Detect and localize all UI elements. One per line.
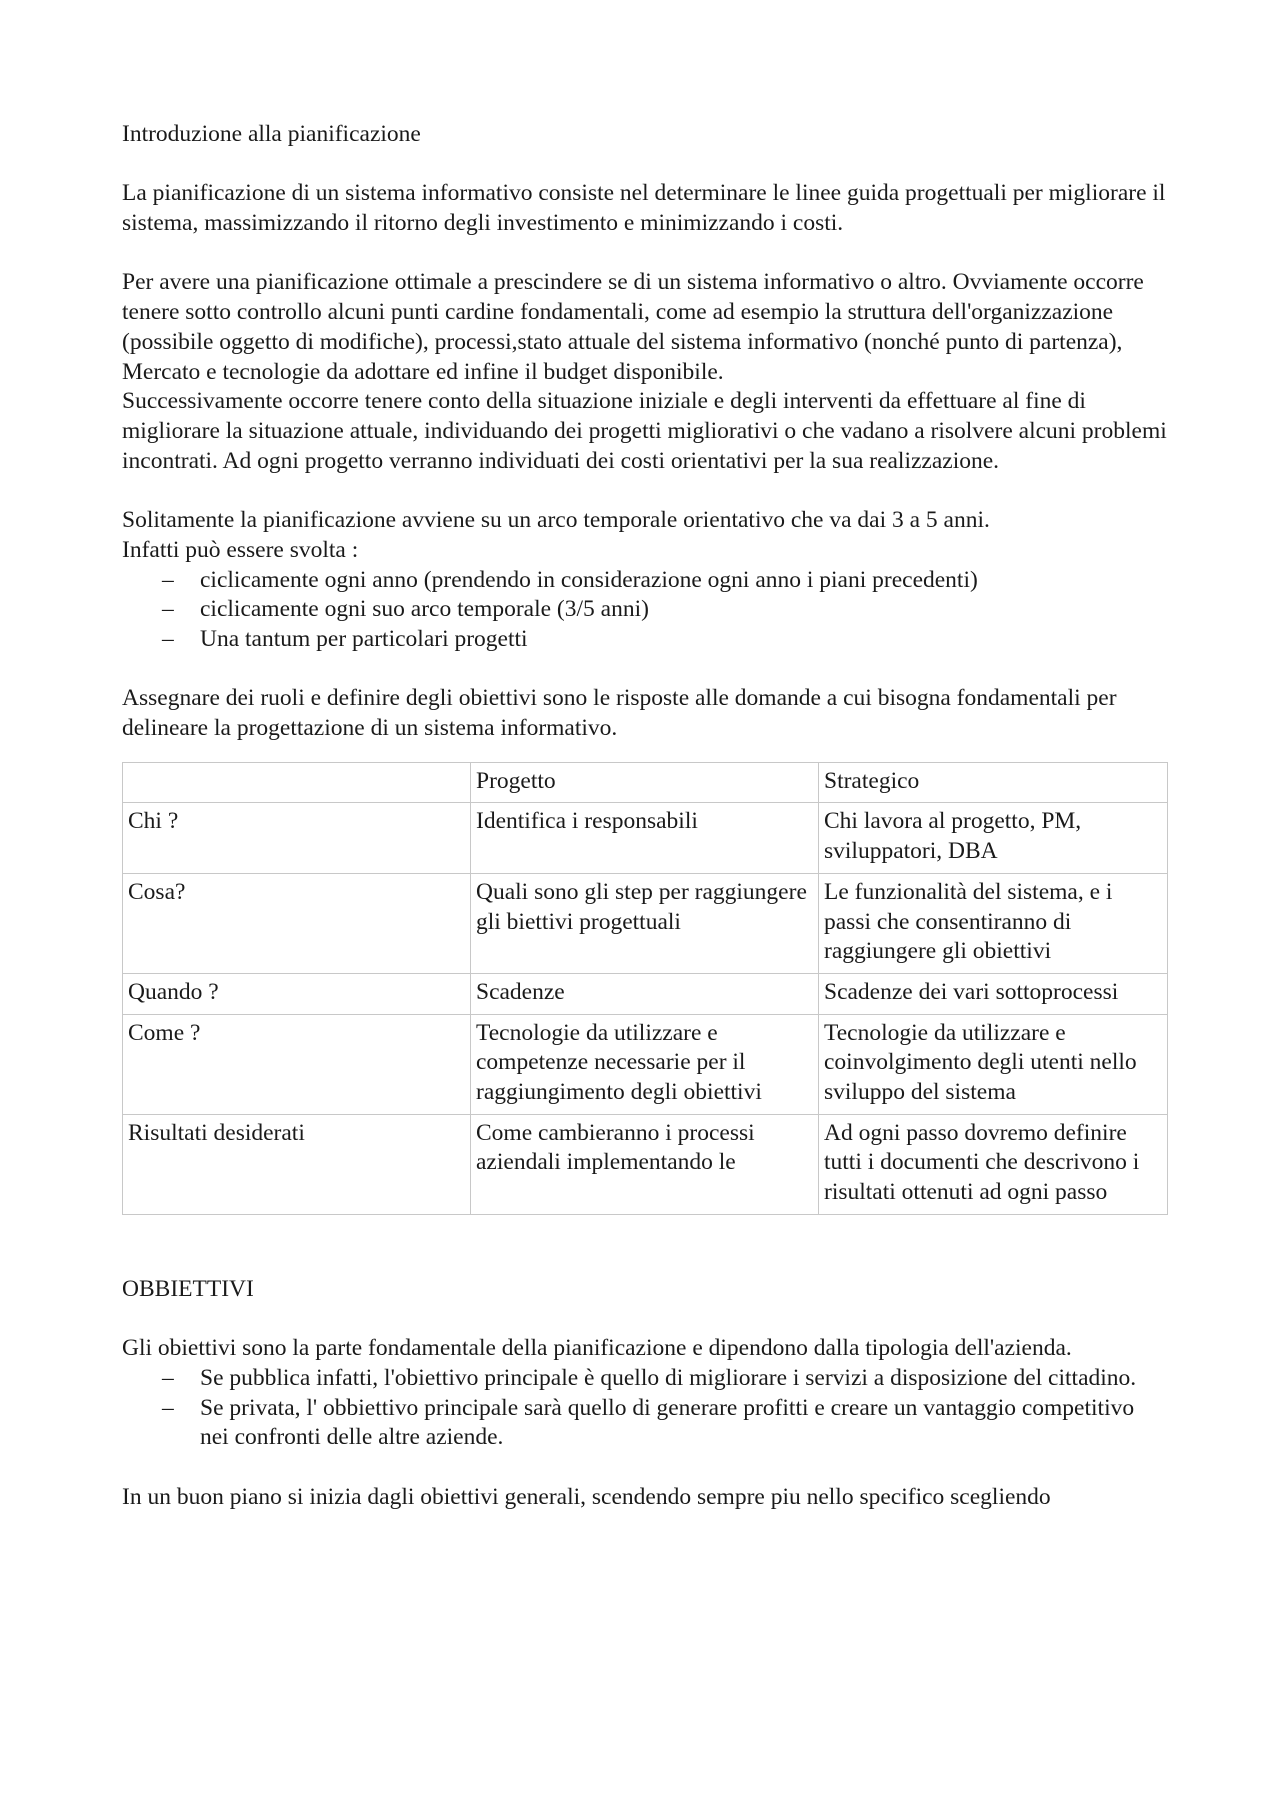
table-cell: Scadenze dei vari sottoprocessi	[819, 973, 1168, 1014]
document-page	[122, 120, 1167, 1512]
paragraph-arco-temporale: Solitamente la pianificazione avviene su un arco temporale orientativo che va dai 3 a 5 anni.	[122, 507, 990, 534]
paragraph-buon-piano: In un buon piano si inizia dagli obiettivi generali, scendendo sempre piu nello specifico scegliendo	[122, 1483, 1051, 1510]
list-item: – ciclicamente ogni suo arco temporale (3/5 anni)	[200, 595, 1167, 625]
table-header-cell	[123, 762, 471, 803]
table-cell: Chi ?	[123, 803, 471, 873]
table-cell: Identifica i responsabili	[471, 803, 819, 873]
planning-table	[122, 762, 1168, 1215]
table-header-row	[123, 762, 1168, 803]
table-row	[123, 1114, 1168, 1214]
list-item: – Una tantum per particolari progetti	[200, 625, 1167, 655]
table-row	[123, 973, 1168, 1014]
list-item: – Se privata, l' obbiettivo principale sarà quello di generare profitti e creare un vantaggio competitivo nei confronti delle altre aziende.	[200, 1394, 1167, 1453]
paragraph-ruoli: Assegnare dei ruoli e definire degli obiettivi sono le risposte alle domande a cui bisogna fondamentali per delineare la progettazione di un sistema informativo.	[122, 685, 1117, 741]
table-header-cell: Progetto	[471, 762, 819, 803]
table-row	[123, 873, 1168, 973]
table-header-cell: Strategico	[819, 762, 1168, 803]
section-heading-obiettivi: OBBIETTIVI	[122, 1275, 254, 1302]
table-cell: Chi lavora al progetto, PM, sviluppatori, DBA	[819, 803, 1168, 873]
paragraph-pianificazione-ottimale: Per avere una pianificazione ottimale a prescindere se di un sistema informativo o altro. Ovviamente occorre tenere sotto controllo alcuni punti cardine fondamentali, come ad esempio la struttura dell'organizzazione (possibile oggetto di modifiche), processi,stato attuale del sistema informativo (nonché punto di partenza), Mercato e tecnologie da adottare ed infine il budget disponibile.	[122, 269, 1144, 385]
table-row	[123, 803, 1168, 873]
table-cell: Come ?	[123, 1014, 471, 1114]
obiettivi-list	[122, 1364, 1167, 1453]
table-cell: Tecnologie da utilizzare e competenze necessarie per il raggiungimento degli obiettivi	[471, 1014, 819, 1114]
list-item: – ciclicamente ogni anno (prendendo in considerazione ogni anno i piani precedenti)	[200, 566, 1167, 596]
table-cell: Scadenze	[471, 973, 819, 1014]
table-cell: Quali sono gli step per raggiungere gli biettivi progettuali	[471, 873, 819, 973]
document-title: Introduzione alla pianificazione	[122, 121, 421, 147]
table-row	[123, 1014, 1168, 1114]
table-cell: Come cambieranno i processi aziendali implementando le	[471, 1114, 819, 1214]
paragraph-obiettivi: Gli obiettivi sono la parte fondamentale della pianificazione e dipendono dalla tipologia dell'azienda.	[122, 1335, 1072, 1362]
paragraph-successivamente: Successivamente occorre tenere conto della situazione iniziale e degli interventi da effettuare al fine di migliorare la situazione attuale, individuando dei progetti migliorativi o che vadano a risolvere alcuni problemi incontrati. Ad ogni progetto verranno individuati dei costi orientativi per la sua realizzazione.	[122, 388, 1167, 474]
paragraph-svolta: Infatti può essere svolta :	[122, 536, 359, 563]
table-cell: Cosa?	[123, 873, 471, 973]
table-cell: Le funzionalità del sistema, e i passi che consentiranno di raggiungere gli obiettivi	[819, 873, 1168, 973]
table-cell: Ad ogni passo dovremo definire tutti i documenti che descrivono i risultati ottenuti ad ogni passo	[819, 1114, 1168, 1214]
table-cell: Risultati desiderati	[123, 1114, 471, 1214]
intro-paragraph: La pianificazione di un sistema informativo consiste nel determinare le linee guida progettuali per migliorare il sistema, massimizzando il ritorno degli investimento e minimizzando i costi.	[122, 180, 1166, 237]
svolta-list	[122, 566, 1167, 655]
list-item: – Se pubblica infatti, l'obiettivo principale è quello di migliorare i servizi a disposizione del cittadino.	[200, 1364, 1167, 1394]
table-cell: Quando ?	[123, 973, 471, 1014]
table-cell: Tecnologie da utilizzare e coinvolgimento degli utenti nello sviluppo del sistema	[819, 1014, 1168, 1114]
